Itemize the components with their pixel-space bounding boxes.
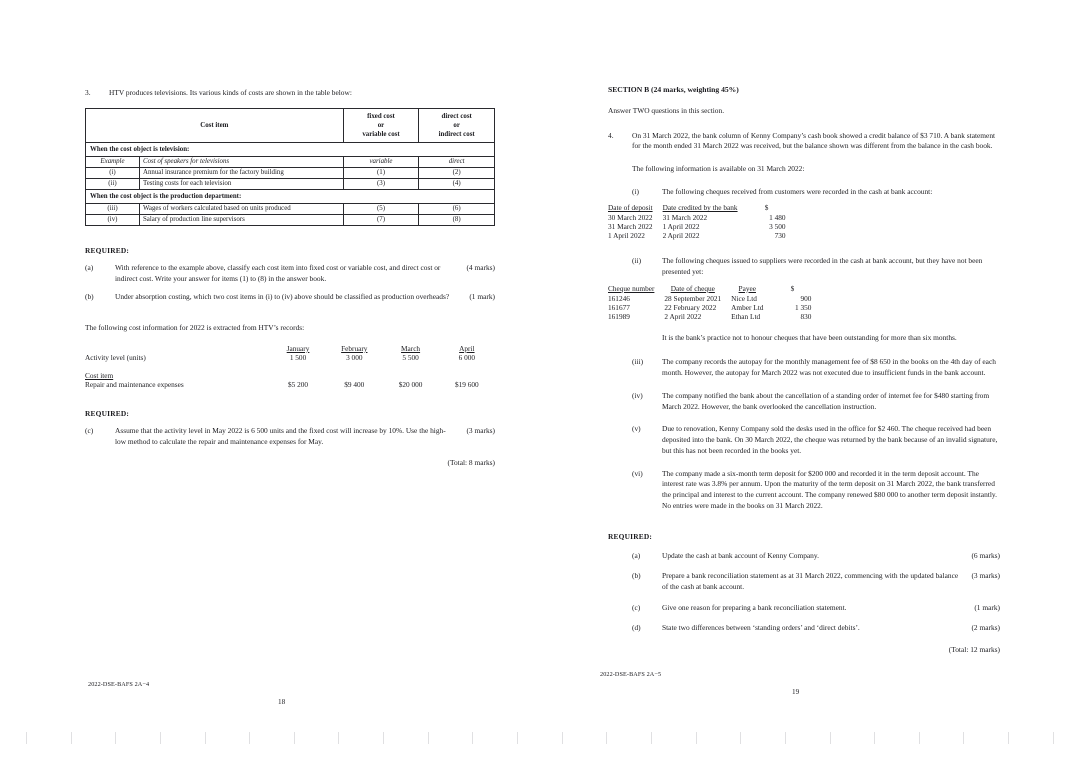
deposit-date: 30 March 2022	[608, 213, 653, 223]
header-date-credited: Date credited by the bank	[662, 203, 738, 213]
q4-requirement-c-marks: (1 mark)	[974, 602, 1000, 612]
left-footer-code: 2022-DSE-BAFS 2A−4	[88, 681, 150, 688]
info-month-header-row	[85, 344, 495, 353]
question-3-total: (Total: 8 marks)	[447, 458, 495, 468]
requirement-c-body	[115, 426, 495, 447]
q4-item-iii	[632, 357, 1000, 378]
fv-line-3: variable cost	[362, 130, 400, 138]
tick-mark	[472, 732, 473, 744]
requirement-c-label: (c)	[85, 425, 94, 435]
tick-mark	[294, 732, 295, 744]
q4-item-v-label: (v)	[632, 424, 641, 434]
row-index: (ii)	[86, 178, 140, 189]
section-label-production: When the cost object is the production department:	[86, 189, 495, 203]
q4-item-iv	[632, 391, 1000, 412]
question-3-number: 3.	[85, 88, 91, 97]
q4-item-iii-text: The company records the autopay for the monthly management fee of $8 650 in the books on the 4th day of each month. However, the autopay for March 2022 was not executed due to insufficient funds in the bank account.	[662, 357, 996, 378]
deposit-date: 31 March 2022	[608, 222, 653, 232]
right-page-number: 19	[792, 688, 800, 696]
q4-item-v	[632, 424, 1000, 456]
tick-mark	[919, 732, 920, 744]
right-footer-code: 2022-DSE-BAFS 2A−5	[600, 671, 662, 678]
month-march: March	[401, 343, 421, 353]
info-spacer-row	[85, 362, 495, 371]
cost-item-blank-4	[439, 371, 495, 380]
section-b-instruction: Answer TWO questions in this section.	[608, 106, 725, 115]
payee: Nice Ltd	[731, 293, 757, 303]
activity-january: 1 500	[289, 352, 307, 362]
requirement-a-body	[115, 263, 495, 284]
expense-january: $5 200	[287, 379, 309, 389]
table-row	[86, 156, 495, 167]
cost-item-heading-text: Cost item	[85, 370, 114, 380]
row-di: (6)	[419, 203, 495, 214]
tick-mark	[115, 732, 116, 744]
q4-item-iv-text: The company notified the bank about the cancellation of a standing order of internet fee for $480 starting from March 2022. However, the bank overlooked the cancellation instruction.	[662, 390, 990, 411]
tick-mark	[517, 732, 518, 744]
cost-table-header-cost-item: Cost item	[86, 108, 344, 142]
credited-date: 2 April 2022	[662, 231, 700, 241]
q4-requirement-a	[632, 551, 1000, 562]
row-fv: (5)	[343, 203, 419, 214]
activity-level-label: Activity level (units)	[85, 352, 146, 362]
tick-mark	[606, 732, 607, 744]
q4-requirement-c-text: Give one reason for preparing a bank reconciliation statement.	[662, 602, 847, 612]
di-line-2: or	[453, 121, 460, 129]
tick-mark	[651, 732, 652, 744]
table-row	[608, 231, 786, 240]
table-row	[608, 294, 811, 303]
requirement-a	[85, 263, 495, 284]
table-row	[608, 222, 786, 231]
tick-mark	[740, 732, 741, 744]
cost-item-table	[85, 108, 495, 226]
table-row	[86, 167, 495, 178]
fv-line-1: fixed cost	[367, 112, 395, 120]
question-4-stem-row	[608, 131, 1000, 152]
tick-mark	[963, 732, 964, 744]
row-fv: variable	[343, 156, 419, 167]
cheques-issued-table	[608, 284, 811, 321]
tick-mark	[696, 732, 697, 744]
cheque-number: 161989	[608, 311, 630, 321]
requirement-c-text: Assume that the activity level in May 2022 is 6 500 units and the fixed cost will increase by 10%. Use the high-low method to calculate the repair and maintenance expenses for May.	[115, 425, 446, 446]
info-expense-row	[85, 380, 495, 389]
cheque-date: 2 April 2022	[664, 311, 702, 321]
expense-april: $19 600	[454, 379, 479, 389]
q4-item-i-text: The following cheques received from customers were recorded in the cash at bank account:	[662, 186, 933, 196]
q4-requirement-b-body	[662, 571, 1000, 592]
requirement-b-text: Under absorption costing, which two cost items in (i) to (iv) above should be classified as production overheads?	[115, 292, 450, 302]
q4-requirement-d-label: (d)	[632, 623, 641, 633]
question-3-stem: HTV produces televisions. Its various kinds of costs are shown in the table below:	[109, 88, 352, 97]
question-4-number: 4.	[608, 130, 614, 140]
q4-item-i	[632, 187, 1000, 198]
table-row	[608, 312, 811, 321]
row-item: Annual insurance premium for the factory building	[139, 167, 343, 178]
cost-table-header-fixed-variable	[343, 108, 419, 142]
tick-mark	[383, 732, 384, 744]
required-label-q3: REQUIRED:	[85, 245, 130, 255]
row-di: (2)	[419, 167, 495, 178]
requirement-b	[85, 292, 495, 303]
payee: Amber Ltd	[731, 302, 764, 312]
header-cheque-number: Cheque number	[608, 283, 655, 293]
cost-table-header-direct-indirect	[419, 108, 495, 142]
table-row	[86, 214, 495, 225]
tick-mark	[71, 732, 72, 744]
tick-mark	[338, 732, 339, 744]
q4-item-v-text: Due to renovation, Kenny Company sold the desks used in the office for $2 460. The cheque received had been deposited into the bank. On 30 March 2022, the cheque was returned by the bank because of an invalid signature, but this has not been recorded in the books yet.	[662, 424, 998, 455]
table-row	[86, 178, 495, 189]
q4-item-ii	[632, 256, 1000, 277]
requirement-a-label: (a)	[85, 262, 94, 272]
cheque-date: 22 February 2022	[664, 302, 717, 312]
row-di: (8)	[419, 214, 495, 225]
q4-requirement-b	[632, 571, 1000, 592]
credited-date: 1 April 2022	[662, 222, 700, 232]
cost-information-table	[85, 344, 495, 389]
cost-item-blank-1	[270, 371, 326, 380]
row-item: Wages of workers calculated based on units produced	[139, 203, 343, 214]
tick-mark	[1008, 732, 1009, 744]
tick-mark	[830, 732, 831, 744]
section-b-heading: SECTION B (24 marks, weighting 45%)	[608, 85, 739, 94]
requirement-a-text: With reference to the example above, classify each cost item into fixed cost or variable cost, and direct cost or indirect cost. Write your answer for items (1) to (8) in the answer book.	[115, 262, 441, 283]
tick-mark	[874, 732, 875, 744]
cheque-practice-note: It is the bank’s practice not to honour cheques that have been outstanding for more than six months.	[662, 332, 957, 342]
q4-item-vi-text: The company made a six-month term deposit for $200 000 and recorded it in the term deposit account. The interest rate was 3.8% per annum. Upon the maturity of the term deposit on 31 March 2022, the bank transferred the principal and interest to the current account. The company renewed $80 000 to another term deposit instantly. No entries were made in the books on 31 March 2022.	[662, 468, 997, 510]
left-page-content	[85, 88, 495, 467]
q4-item-vi	[632, 469, 1000, 512]
q4-item-vi-label: (vi)	[632, 468, 643, 478]
q4-requirement-c-body	[662, 603, 1000, 614]
q4-requirement-d-text: State two differences between ‘standing orders’ and ‘direct debits’.	[662, 623, 860, 633]
tick-mark	[26, 732, 27, 744]
cheque-date: 28 September 2021	[664, 293, 722, 303]
required-label-q3-c: REQUIRED:	[85, 408, 130, 418]
header-amount: $	[790, 283, 795, 293]
month-january: January	[286, 343, 310, 353]
row-item: Salary of production line supervisors	[139, 214, 343, 225]
credited-date: 31 March 2022	[662, 213, 708, 223]
question-4-stem: On 31 March 2022, the bank column of Kenny Company’s cash book showed a credit balance of $3 710. A bank statement for the month ended 31 March 2022 was received, but the balance shown was different from the balance in the cash book.	[632, 130, 996, 151]
left-page-number: 18	[278, 698, 286, 706]
cost-item-blank-2	[326, 371, 382, 380]
table-row	[608, 213, 786, 222]
activity-april: 6 000	[458, 352, 476, 362]
header-amount: $	[764, 203, 769, 213]
tick-mark	[785, 732, 786, 744]
table-row	[86, 203, 495, 214]
cost-table-section-television	[86, 142, 495, 156]
row-index: (iv)	[86, 214, 140, 225]
q4-requirement-d	[632, 623, 1000, 634]
payee: Ethan Ltd	[731, 311, 761, 321]
scanner-tick-marks	[0, 732, 1080, 754]
tick-mark	[562, 732, 563, 744]
requirement-b-marks: (1 mark)	[469, 292, 495, 302]
tick-mark	[249, 732, 250, 744]
row-fv: (7)	[343, 214, 419, 225]
tick-mark	[160, 732, 161, 744]
info-blank-cell	[85, 344, 270, 353]
di-line-3: indirect cost	[438, 130, 475, 138]
requirement-c-marks: (3 marks)	[466, 425, 495, 435]
tick-mark	[428, 732, 429, 744]
q4-item-iii-label: (iii)	[632, 357, 644, 367]
q4-requirement-c-label: (c)	[632, 602, 641, 612]
expense-february: $9 400	[344, 379, 365, 389]
requirement-c	[85, 426, 495, 447]
q4-requirement-a-label: (a)	[632, 550, 641, 560]
amount: 900	[800, 293, 812, 303]
row-di: direct	[419, 156, 495, 167]
question-3-stem-row	[85, 88, 495, 99]
row-fv: (1)	[343, 167, 419, 178]
requirement-b-label: (b)	[85, 292, 94, 302]
q4-requirement-d-body	[662, 623, 1000, 634]
row-item: Cost of speakers for televisions	[139, 156, 343, 167]
required-label-q4: REQUIRED:	[608, 531, 653, 541]
table-header-row	[608, 203, 786, 213]
row-index: (iii)	[86, 203, 140, 214]
fv-line-2: or	[377, 121, 385, 129]
cheques-received-table	[608, 203, 786, 240]
requirement-a-marks: (4 marks)	[466, 262, 495, 272]
di-line-1: direct cost	[441, 112, 472, 120]
info-activity-row	[85, 353, 495, 362]
row-index: (i)	[86, 167, 140, 178]
q4-requirement-d-marks: (2 marks)	[971, 623, 1000, 633]
month-april: April	[459, 343, 475, 353]
row-di: (4)	[419, 178, 495, 189]
tick-mark	[1053, 732, 1054, 744]
requirement-b-body	[115, 292, 495, 303]
info-cost-item-row	[85, 371, 495, 380]
question-4-info-intro: The following information is available on 31 March 2022:	[632, 163, 805, 173]
cheque-number: 161677	[608, 302, 630, 312]
q4-requirement-a-marks: (6 marks)	[971, 550, 1000, 560]
cheque-number: 161246	[608, 293, 630, 303]
cost-table-header-row	[86, 108, 495, 142]
info-spacer-cell	[85, 362, 495, 371]
right-page	[540, 0, 1080, 764]
header-date-of-deposit: Date of deposit	[608, 203, 653, 213]
q4-item-i-label: (i)	[632, 186, 639, 196]
deposit-date: 1 April 2022	[608, 231, 645, 241]
amount: 830	[800, 311, 812, 321]
cost-item-blank-3	[382, 371, 438, 380]
row-item: Testing costs for each television	[139, 178, 343, 189]
amount: 3 500	[769, 222, 786, 232]
amount: 1 480	[769, 213, 786, 223]
right-page-content	[608, 85, 1000, 654]
question-4-total: (Total: 12 marks)	[948, 645, 1000, 655]
section-label-television: When the cost object is television:	[86, 142, 495, 156]
q4-item-iv-label: (iv)	[632, 390, 643, 400]
q4-requirement-a-body	[662, 551, 1000, 562]
table-header-row	[608, 284, 811, 294]
amount: 730	[774, 231, 786, 241]
cost-item-heading	[85, 371, 270, 380]
q4-requirement-b-label: (b)	[632, 571, 641, 581]
amount: 1 350	[794, 302, 812, 312]
cost-info-intro: The following cost information for 2022 is extracted from HTV’s records:	[85, 323, 305, 333]
header-payee: Payee	[738, 283, 756, 293]
activity-february: 3 000	[346, 352, 363, 362]
q4-item-ii-text: The following cheques issued to suppliers were recorded in the cash at bank account, but they have not been presented yet:	[662, 256, 983, 276]
expense-march: $20 000	[398, 379, 423, 389]
q4-item-ii-label: (ii)	[632, 256, 642, 266]
table-row	[608, 303, 811, 312]
q4-requirement-b-marks: (3 marks)	[971, 571, 1000, 581]
activity-march: 5 500	[402, 352, 419, 362]
cost-table-section-production	[86, 189, 495, 203]
q4-requirement-c	[632, 603, 1000, 614]
q4-requirement-a-text: Update the cash at bank account of Kenny Company.	[662, 550, 819, 560]
expense-label: Repair and maintenance expenses	[85, 379, 184, 389]
month-february: February	[341, 343, 368, 353]
header-date-of-cheque: Date of cheque	[670, 283, 715, 293]
row-fv: (3)	[343, 178, 419, 189]
q4-requirement-b-text: Prepare a bank reconciliation statement as at 31 March 2022, commencing with the updated balance of the cash at bank account.	[662, 571, 959, 591]
tick-mark	[205, 732, 206, 744]
row-index: Example	[86, 156, 140, 167]
